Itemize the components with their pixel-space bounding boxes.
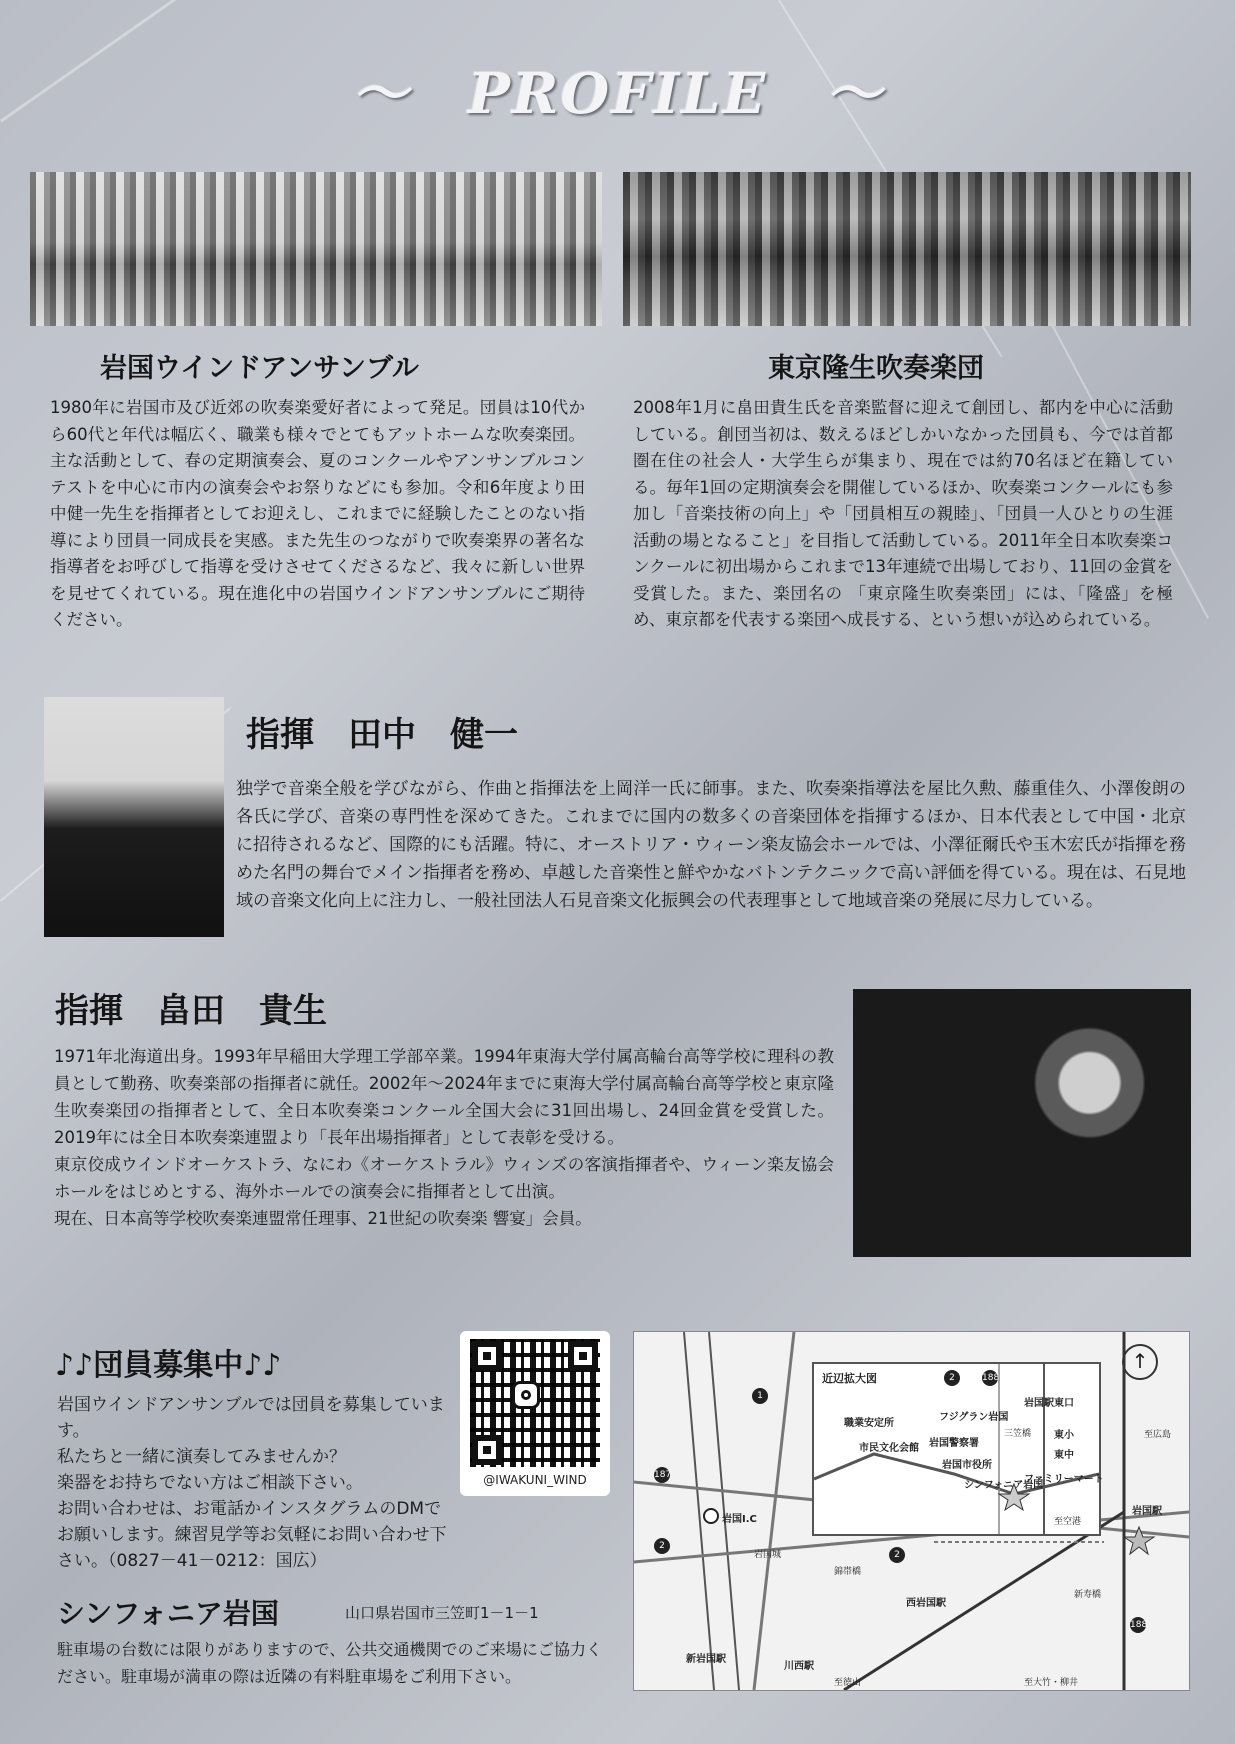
tokyo-band-description: 2008年1月に畠田貴生氏を音楽監督に迎えて創団し、都内を中心に活動している。創団当初は、数えるほどしかいなかった団員も、今では首都圏在住の社会人・大学生らが集まり、現在では約70名ほど在籍している。毎年1回の定期演奏会を開催しているほか、吹奏楽コンクールにも参加し「音楽技術の向上」や「団員相互の親睦」、「団員一人ひとりの生涯活動の場となること」を目指して活動している。2011年全日本吹奏楽コンクールに初出場からこれまで13年連続で出場しており、11回の金賞を受賞した。また、楽団名の 「東京隆生吹奏楽団」には、「隆盛」を極め、東京都を代表する楽団へ成長する、という想いが込められている。: [633, 398, 1173, 629]
iwakuni-band-heading: 岩国ウインドアンサンブル: [100, 353, 419, 384]
map-label-police: 岩国警察署: [929, 1438, 979, 1449]
map-label-to-airport: 至空港: [1054, 1517, 1082, 1527]
iwakuni-band-description: 1980年に岩国市及び近郊の吹奏楽愛好者によって発足。団員は10代から60代と年代は幅広く、職業も様々でとてもアットホームな吹奏楽団。主な活動として、春の定期演奏会、夏のコンクールやアンサンブルコンテストを中心に市内の演奏会やお祭りなどにも参加。令和6年度より田中健一先生を指揮者としてお迎えし、これまでに経験したことのない指導により団員一同成長を実感。また先生のつながりで吹奏楽界の著名な指導者をお呼びして指導を受けさせてくださるなど、我々に新しい世界を見せてくれている。現在進化中の岩国ウインドアンサンブルにご期待ください。: [50, 398, 585, 629]
map-label-familymart: ファミリーマート: [1024, 1474, 1104, 1485]
map-label-east-middle: 東中: [1054, 1450, 1074, 1461]
map-label-kawanishi: 川西駅: [784, 1661, 814, 1672]
map-label-city-hall: 岩国市役所: [942, 1460, 992, 1471]
recruit-body: 岩国ウインドアンサンブルでは団員を募集しています。 私たちと一緒に演奏してみませんか？ 楽器をお持ちでない方はご相談下さい。 お問い合わせは、お電話かインスタグラムのDMでお願いします。練習見学等お気軽にお問い合わせ下さい。（0827－41－0212：国広）: [57, 1395, 447, 1571]
tokyo-band-heading: 東京隆生吹奏楽団: [768, 353, 984, 384]
qr-finder: [568, 1341, 598, 1371]
north-compass-icon: ↑: [1122, 1344, 1158, 1380]
hatakeda-bio: [54, 1043, 834, 1232]
qr-finder: [472, 1341, 502, 1371]
tanaka-portrait: [44, 697, 224, 937]
hatakeda-bio-paragraph: 1971年北海道出身。1993年早稲田大学理工学部卒業。1994年東海大学付属高輪台高等学校に理科の教員として勤務、吹奏楽部の指揮者に就任。2002年〜2024年までに東海大学付属高輪台高等学校と東京隆生吹奏楽団の指揮者として、全日本吹奏楽コンクール全国大会に31回出場し、24回金賞を受賞した。2019年には全日本吹奏楽連盟より「長年出場指揮者」として表彰を受ける。: [54, 1047, 834, 1147]
tokyo-band-photo: [623, 172, 1191, 326]
tanaka-heading: 指揮 田中 健一: [246, 715, 518, 755]
hatakeda-bio-paragraph: 現在、日本高等学校吹奏楽連盟常任理事、21世紀の吹奏楽 響宴」会員。: [54, 1209, 592, 1228]
recruit-heading: ♪♪団員募集中♪♪: [55, 1348, 282, 1383]
map-label-shiniwakuni: 新岩国駅: [686, 1654, 726, 1665]
map-label-symphonia: シンフォニア岩国: [964, 1480, 1044, 1491]
map-label-to-tokuyama: 至徳山: [834, 1678, 862, 1688]
venue-parking-note: 駐車場の台数には限りがありますので、公共交通機関でのご来場にご協力ください。駐車場が満車の際は近隣の有料駐車場をご利用下さい。: [57, 1640, 602, 1686]
map-label-job-office: 職業安定所: [844, 1418, 894, 1429]
map-label-culture-hall: 市民文化会館: [859, 1443, 919, 1454]
map-label-iwakuni-castle: 岩国城: [754, 1550, 782, 1560]
qr-finder: [472, 1435, 502, 1465]
route-marker: 188: [982, 1370, 998, 1386]
access-map[interactable]: [633, 1331, 1190, 1691]
map-label-iwakuni-east: 岩国駅東口: [1024, 1398, 1074, 1409]
route-marker: 187: [654, 1467, 670, 1483]
map-label-to-hiroshima: 至広島: [1144, 1430, 1172, 1440]
map-label-iwakuni-ic: 岩国I.C: [722, 1514, 757, 1525]
venue-name: シンフォニア岩国: [57, 1597, 279, 1630]
map-label-shinjuku-bridge: 新寿橋: [1074, 1590, 1102, 1600]
venue-address: 山口県岩国市三笠町1－1－1: [345, 1604, 539, 1622]
instagram-qr-code[interactable]: [460, 1331, 610, 1496]
iwakuni-band-photo: [30, 172, 602, 326]
hatakeda-portrait: [853, 989, 1191, 1257]
page-title: 〜 PROFILE 〜: [351, 61, 884, 127]
map-label-to-otake: 至大竹・柳井: [1024, 1678, 1079, 1688]
tanaka-bio: 独学で音楽全般を学びながら、作曲と指揮法を上岡洋一氏に師事。また、吹奏楽指導法を屋比久勲、藤重佳久、小澤俊朗の各氏に学び、音楽の専門性を深めてきた。これまでに国内の数多くの音楽団体を指揮するほか、日本代表として中国・北京に招待されるなど、国際的にも活躍。特に、オーストリア・ウィーン楽友協会ホールでは、小澤征爾氏や玉木宏氏が指揮を務めた名門の舞台でメイン指揮者を務め、卓越した音楽性と鮮やかなバトンテクニックで高い評価を得ている。現在は、石見地域の音楽文化向上に注力し、一般社団法人石見音楽文化振興会の代表理事として地域音楽の発展に尽力している。: [236, 779, 1187, 911]
route-marker: 2: [944, 1370, 960, 1386]
map-label-mikasa: 三笠橋: [1004, 1429, 1032, 1439]
hatakeda-bio-paragraph: 東京佼成ウインドオーケストラ、なにわ《オーケストラル》ウィンズの客演指揮者や、ウィーン楽友協会ホールをはじめとする、海外ホールでの演奏会に指揮者として出演。: [54, 1155, 834, 1201]
route-marker: 1: [752, 1388, 768, 1404]
route-marker: 2: [889, 1547, 905, 1563]
instagram-handle: @IWAKUNI_WIND: [483, 1473, 587, 1487]
route-marker: 2: [654, 1538, 670, 1554]
map-label-nishiiwakuni: 西岩国駅: [906, 1598, 946, 1609]
instagram-icon: [512, 1381, 540, 1409]
map-label-fujigran: フジグラン岩国: [939, 1412, 1009, 1423]
map-label-east-elem: 東小: [1054, 1430, 1074, 1441]
route-marker: 188: [1130, 1617, 1146, 1633]
map-label-kintaikyo: 錦帯橋: [834, 1567, 862, 1577]
map-inset: [812, 1362, 1104, 1536]
hatakeda-heading: 指揮 畠田 貴生: [55, 991, 327, 1031]
map-inset-title: 近辺拡大図: [822, 1372, 877, 1385]
map-label-iwakuni-station: 岩国駅: [1132, 1506, 1162, 1517]
